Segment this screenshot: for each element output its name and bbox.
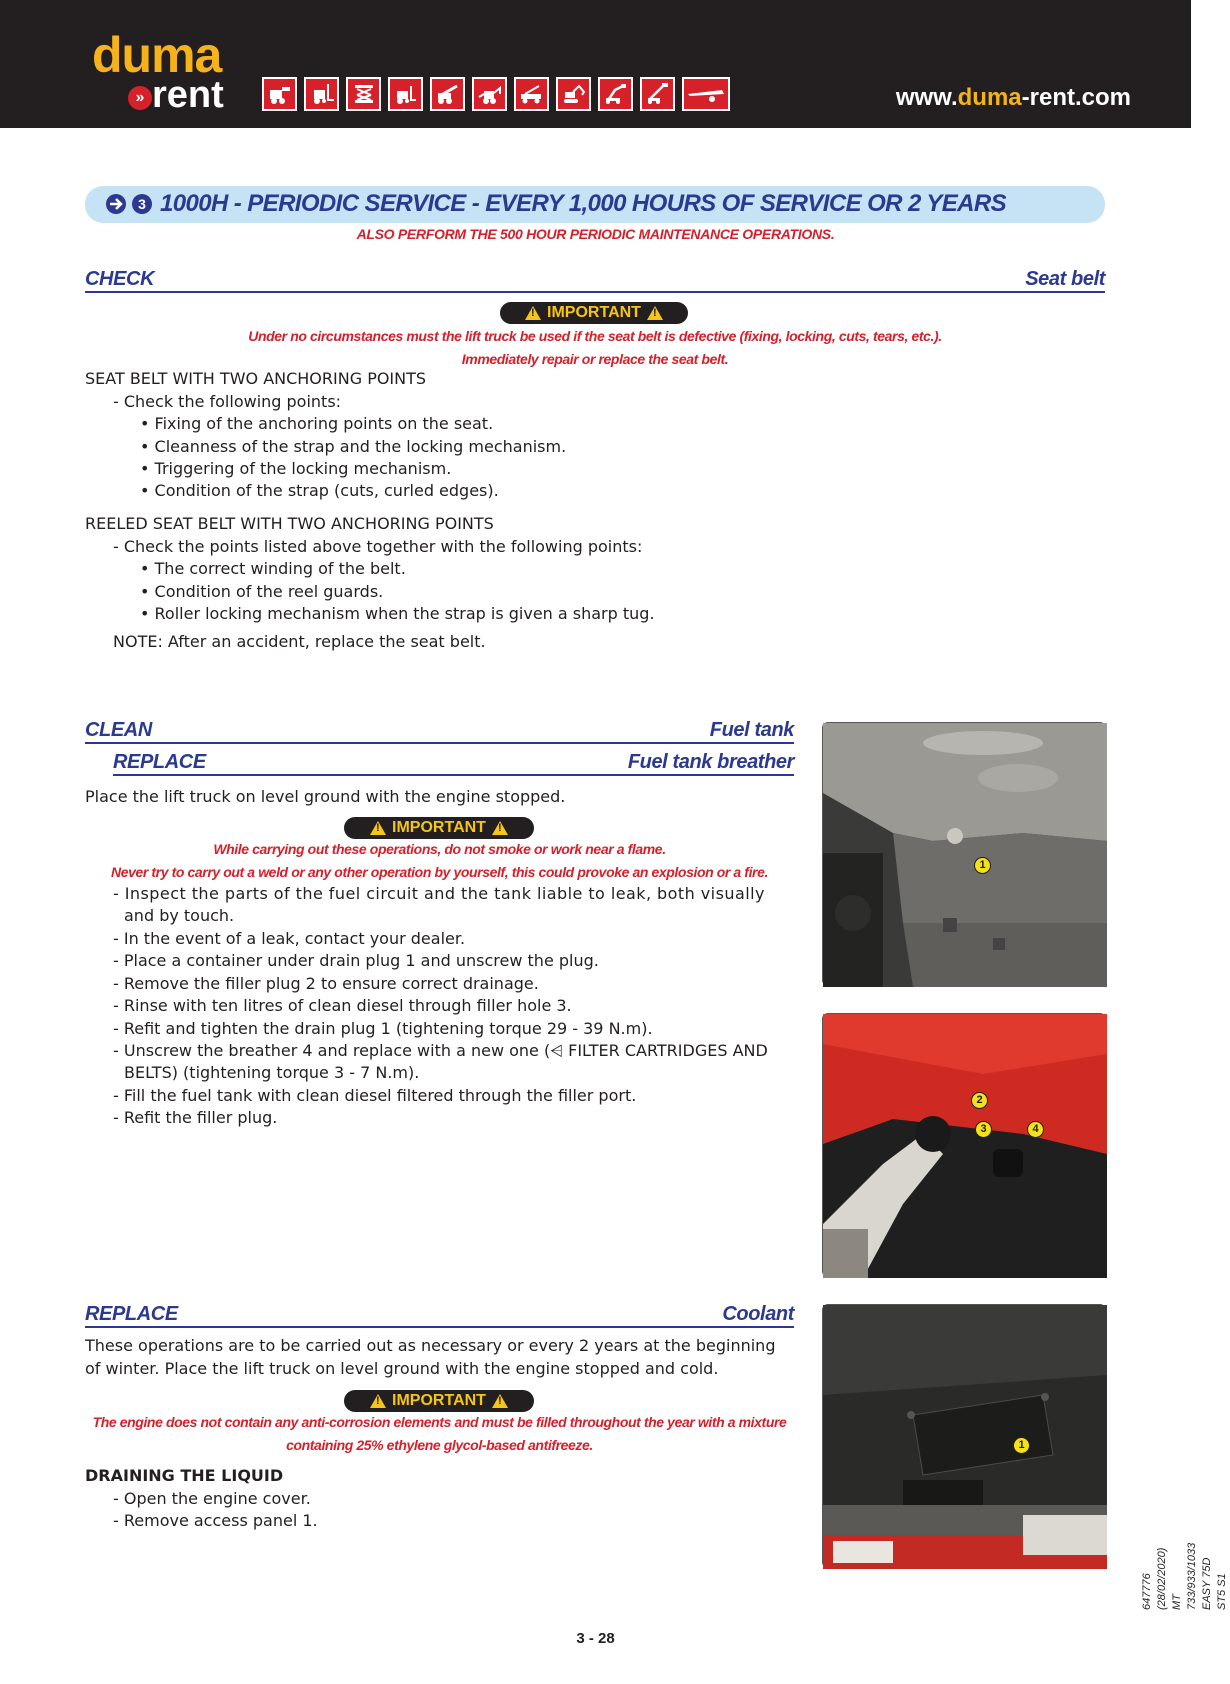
fuel-tank-photo	[822, 722, 1106, 986]
step-text: - In the event of a leak, contact your dealer.	[113, 929, 466, 948]
warning-icon	[492, 821, 508, 835]
doc-ref-line: MT 733/933/1033 EASY 75D ST5 S1	[1171, 1542, 1228, 1610]
warning-icon	[492, 1394, 508, 1408]
callout-1: 1	[1013, 1437, 1030, 1454]
fuel-heading	[85, 716, 794, 744]
warning-line: Immediately repair or replace the seat belt.	[461, 351, 729, 367]
warning-line: Never try to carry out a weld or any other operation by yourself, this could provoke an explosion or a fire.	[111, 864, 768, 880]
fuel-action: CLEAN	[85, 719, 152, 741]
warning-icon	[370, 1394, 386, 1408]
step-text: - Inspect the parts of the fuel circuit and the tank liable to leak, both visually	[113, 884, 765, 903]
trailer-icon	[682, 77, 730, 111]
bullet-item: • Condition of the reel guards.	[140, 582, 384, 601]
machine-icon-strip	[262, 77, 730, 111]
website-url[interactable]	[896, 84, 1131, 112]
step-text	[113, 1040, 768, 1063]
banner-icons	[105, 193, 153, 215]
bullet-item: • Fixing of the anchoring points on the seat.	[140, 414, 494, 433]
logo-arrow-icon: »	[128, 86, 152, 110]
scissor-lift-icon	[346, 77, 381, 111]
step-text: - Remove access panel 1.	[113, 1511, 318, 1530]
logo-duma: duma	[92, 27, 222, 83]
important-badge	[344, 817, 534, 839]
articulated-boom-icon	[598, 77, 633, 111]
important-label: IMPORTANT	[392, 819, 486, 836]
seatbelt-item: Seat belt	[1025, 268, 1105, 290]
access-panel-photo	[822, 1304, 1106, 1568]
crane-truck-icon	[514, 77, 549, 111]
section-title: SEAT BELT WITH TWO ANCHORING POINTS	[85, 369, 427, 388]
warning-line: While carrying out these operations, do not smoke or work near a flame.	[213, 841, 666, 857]
step-text: BELTS) (tightening torque 3 - 7 N.m).	[124, 1063, 420, 1082]
step-text: - Check the following points:	[113, 392, 342, 411]
arrow-circle-icon	[105, 193, 127, 215]
url-accent: duma	[957, 84, 1022, 111]
coolant-intro-line: These operations are to be carried out as necessary or every 2 years at the beginning	[85, 1336, 776, 1355]
breather-action: REPLACE	[113, 751, 206, 773]
coolant-intro-line: of winter. Place the lift truck on level ground with the engine stopped and cold.	[85, 1359, 719, 1378]
warning-line: The engine does not contain any anti-corrosion elements and must be filled throughout the year with a mixture	[92, 1414, 787, 1430]
drain-title: DRAINING THE LIQUID	[85, 1466, 284, 1485]
doc-ref-line: 647776 (28/02/2020)	[1141, 1547, 1168, 1610]
access-panel-illustration	[823, 1305, 1107, 1569]
page-header	[0, 0, 1191, 128]
breather-heading	[113, 748, 794, 776]
step-text: - Refit the filler plug.	[113, 1108, 278, 1127]
url-suffix: -rent.com	[1021, 84, 1131, 111]
reference-arrow-icon: ⩤	[550, 1041, 564, 1060]
warning-icon	[647, 306, 663, 320]
section-title: REELED SEAT BELT WITH TWO ANCHORING POINTS	[85, 514, 494, 533]
warning-line: containing 25% ethylene glycol-based antifreeze.	[286, 1437, 593, 1453]
callout-4: 4	[1027, 1121, 1044, 1138]
filler-breather-illustration	[823, 1014, 1107, 1278]
important-label: IMPORTANT	[392, 1392, 486, 1409]
coolant-item: Coolant	[722, 1303, 794, 1325]
bullet-item: • The correct winding of the belt.	[140, 559, 406, 578]
fuel-tank-illustration	[823, 723, 1107, 987]
step-text: - Rinse with ten litres of clean diesel through filler hole 3.	[113, 996, 572, 1015]
fuel-item: Fuel tank	[709, 719, 794, 741]
filler-breather-photo	[822, 1013, 1106, 1277]
step-text: - Check the points listed above together with the following points:	[113, 537, 643, 556]
step-text-part: - Unscrew the breather 4 and replace with a new one (	[113, 1041, 551, 1060]
excavator-icon	[556, 77, 591, 111]
step-text: - Remove the filler plug 2 to ensure correct drainage.	[113, 974, 539, 993]
step-text-part: FILTER CARTRIDGES AND	[563, 1041, 768, 1060]
forklift-icon	[304, 77, 339, 111]
logo-rent: rent	[152, 74, 224, 116]
backhoe-loader-icon	[472, 77, 507, 111]
callout-3: 3	[975, 1121, 992, 1138]
telehandler-icon	[430, 77, 465, 111]
url-prefix: www.	[895, 84, 958, 111]
warning-icon	[370, 821, 386, 835]
bullet-item: • Cleanness of the strap and the locking mechanism.	[140, 437, 567, 456]
banner-title: 1000H - PERIODIC SERVICE - EVERY 1,000 HOURS OF SERVICE OR 2 YEARS	[160, 190, 1007, 217]
step-number-icon	[131, 193, 153, 215]
document-reference	[1140, 1543, 1230, 1610]
bullet-item: • Roller locking mechanism when the strap is given a sharp tug.	[140, 604, 655, 623]
breather-item: Fuel tank breather	[627, 751, 794, 773]
banner-subtitle: ALSO PERFORM THE 500 HOUR PERIODIC MAINTENANCE OPERATIONS.	[356, 226, 835, 242]
coolant-heading	[85, 1300, 794, 1328]
svg-text:3: 3	[138, 196, 146, 212]
callout-2: 2	[971, 1092, 988, 1109]
skid-steer-loader-icon	[262, 77, 297, 111]
page-number: 3 - 28	[576, 1630, 615, 1647]
step-text: and by touch.	[124, 906, 235, 925]
callout-1: 1	[974, 857, 991, 874]
important-badge	[344, 1390, 534, 1412]
seatbelt-heading	[85, 265, 1105, 293]
note-text: NOTE: After an accident, replace the seat belt.	[113, 632, 486, 651]
step-text: - Open the engine cover.	[113, 1489, 311, 1508]
service-banner	[85, 186, 1105, 223]
compact-forklift-icon	[388, 77, 423, 111]
seatbelt-warning	[85, 325, 1105, 371]
fuel-intro: Place the lift truck on level ground with the engine stopped.	[85, 787, 566, 806]
coolant-warning	[85, 1411, 794, 1457]
bullet-item: • Triggering of the locking mechanism.	[140, 459, 452, 478]
boom-lift-icon	[640, 77, 675, 111]
fuel-warning	[85, 838, 794, 884]
coolant-action: REPLACE	[85, 1303, 178, 1325]
warning-line: Under no circumstances must the lift truck be used if the seat belt is defective (fixing, locking, cuts, tears, etc.).	[248, 328, 942, 344]
important-badge	[500, 302, 688, 324]
step-text: - Fill the fuel tank with clean diesel filtered through the filler port.	[113, 1086, 637, 1105]
step-text: - Place a container under drain plug 1 and unscrew the plug.	[113, 951, 599, 970]
bullet-item: • Condition of the strap (cuts, curled edges).	[140, 481, 499, 500]
warning-icon	[525, 306, 541, 320]
step-text: - Refit and tighten the drain plug 1 (tightening torque 29 - 39 N.m).	[113, 1019, 653, 1038]
seatbelt-action: CHECK	[85, 268, 155, 290]
important-label: IMPORTANT	[547, 304, 641, 321]
